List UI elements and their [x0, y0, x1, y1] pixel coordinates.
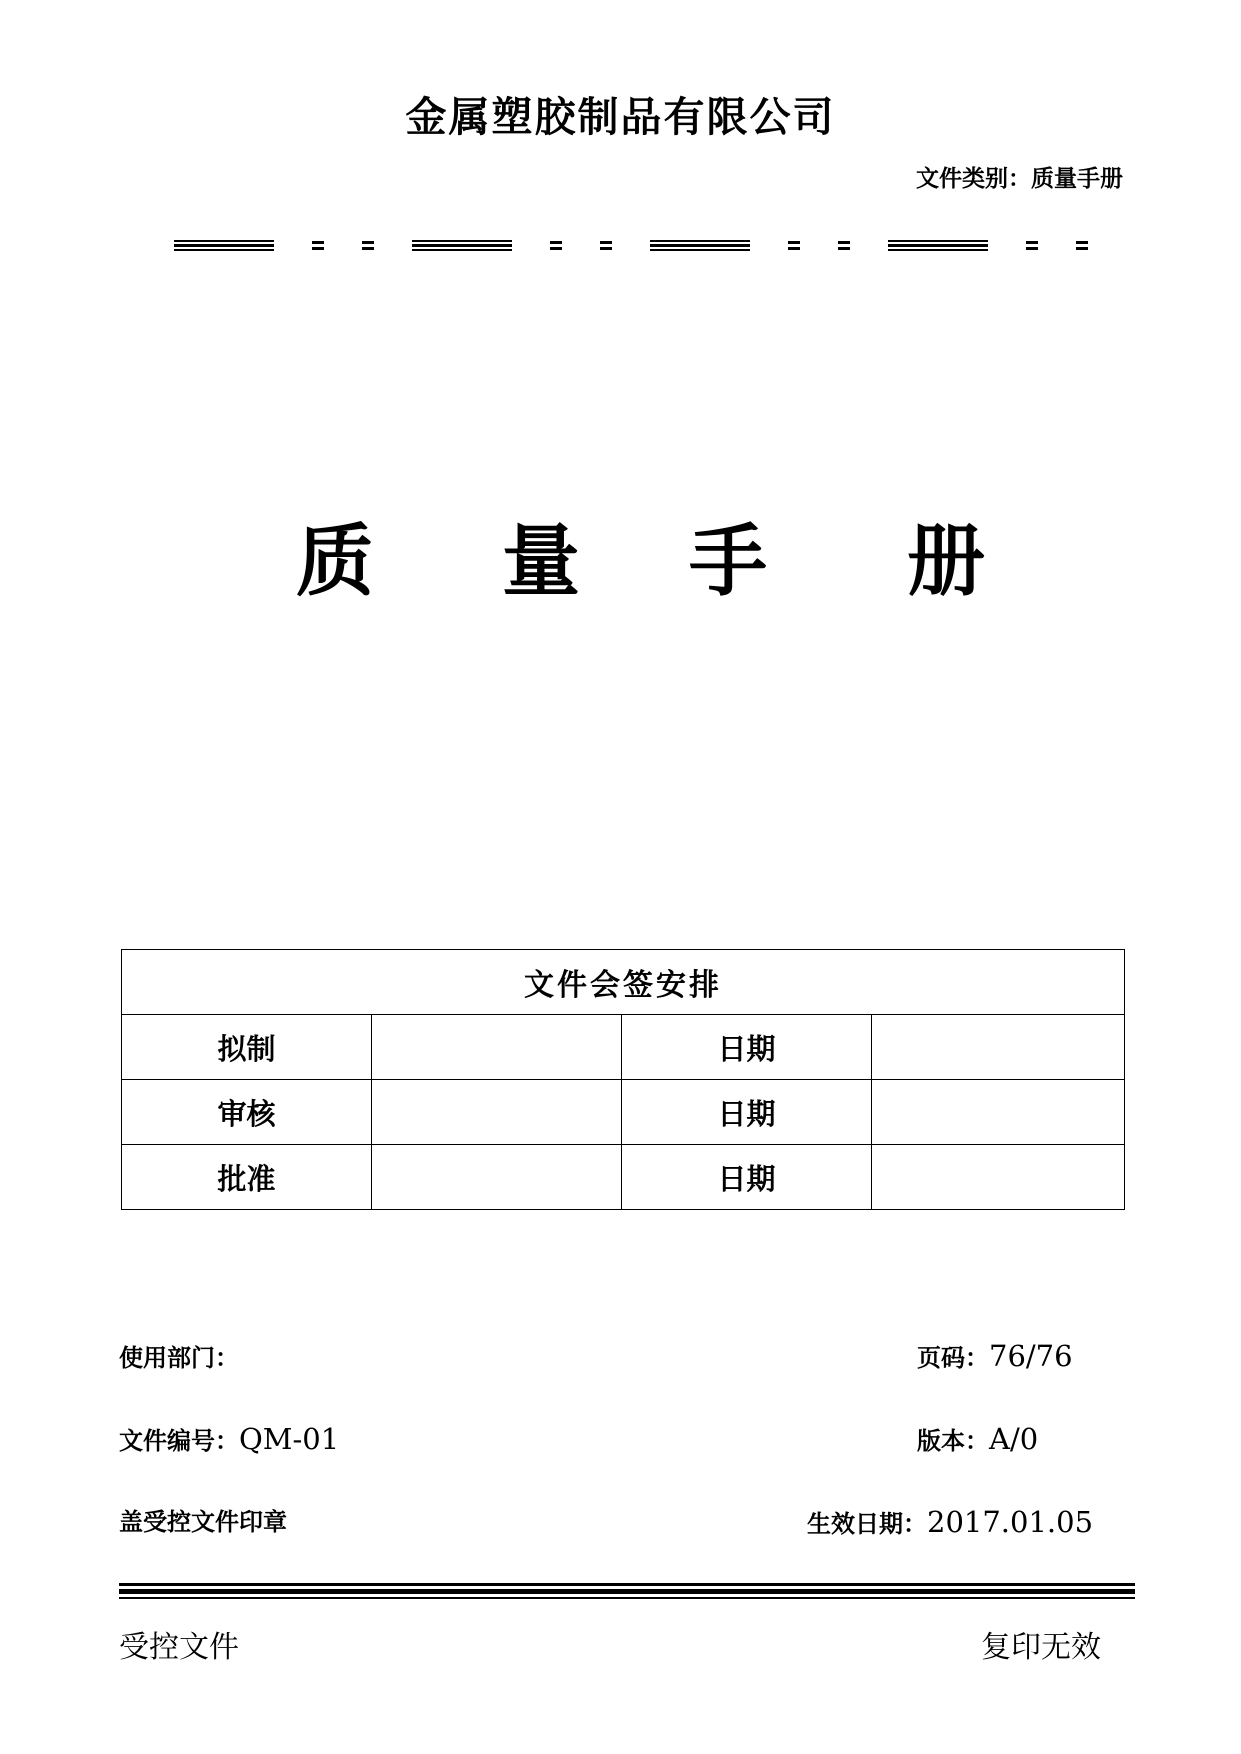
date-value-cell[interactable]: [872, 1145, 1125, 1210]
copy-invalid-note: 复印无效: [981, 1630, 1101, 1665]
role-value-cell[interactable]: [372, 1080, 622, 1145]
date-label: 日期: [622, 1015, 872, 1080]
role-label: 批准: [122, 1145, 372, 1210]
divider-segment: [174, 240, 274, 252]
document-number-label: 文件编号：: [119, 1426, 239, 1455]
page-number-field: [917, 1339, 1073, 1375]
role-label: 拟制: [122, 1015, 372, 1080]
page-number-label: 页码：: [917, 1343, 989, 1372]
divider-dash: [1076, 240, 1088, 252]
controlled-stamp-note: 盖受控文件印章: [119, 1507, 287, 1536]
title-char: 册: [906, 516, 985, 607]
date-value-cell[interactable]: [872, 1080, 1125, 1145]
date-label: 日期: [622, 1080, 872, 1145]
version-field: [917, 1422, 1038, 1458]
divider-dash: [312, 240, 324, 252]
divider-dash: [788, 240, 800, 252]
signoff-table-title: 文件会签安排: [122, 950, 1125, 1015]
divider-dash: [1026, 240, 1038, 252]
date-value-cell[interactable]: [872, 1015, 1125, 1080]
role-label: 审核: [122, 1080, 372, 1145]
effective-date-label: 生效日期：: [807, 1509, 927, 1538]
controlled-document-note: 受控文件: [119, 1630, 239, 1665]
document-category: 文件类别：质量手册: [916, 165, 1123, 192]
role-value-cell[interactable]: [372, 1015, 622, 1080]
title-char: 量: [501, 516, 580, 607]
date-label: 日期: [622, 1145, 872, 1210]
company-name: 金属塑胶制品有限公司: [405, 93, 836, 141]
signoff-row-approve: [122, 1145, 1125, 1210]
footer-rule: [119, 1589, 1135, 1594]
signoff-row-draft: [122, 1015, 1125, 1080]
footer-rule: [119, 1597, 1135, 1599]
divider-segment: [650, 240, 750, 252]
page-number-value: 76/76: [989, 1339, 1073, 1373]
department-field: [119, 1339, 239, 1375]
divider-dash: [550, 240, 562, 252]
document-number-field: [119, 1422, 339, 1458]
signoff-table: [121, 949, 1125, 1210]
divider-dash: [838, 240, 850, 252]
effective-date-value: 2017.01.05: [927, 1505, 1094, 1539]
document-number-value: QM-01: [239, 1422, 340, 1456]
divider-dash: [600, 240, 612, 252]
version-label: 版本：: [917, 1426, 989, 1455]
signoff-table-header: [122, 950, 1125, 1015]
title-char: 质: [295, 516, 374, 607]
department-label: 使用部门：: [119, 1343, 239, 1372]
version-value: A/0: [989, 1422, 1039, 1456]
role-value-cell[interactable]: [372, 1145, 622, 1210]
divider-segment: [888, 240, 988, 252]
divider-segment: [412, 240, 512, 252]
signoff-row-review: [122, 1080, 1125, 1145]
divider-dash: [362, 240, 374, 252]
footer-rule: [119, 1583, 1135, 1586]
title-char: 手: [688, 516, 767, 607]
effective-date-field: [807, 1505, 1093, 1541]
